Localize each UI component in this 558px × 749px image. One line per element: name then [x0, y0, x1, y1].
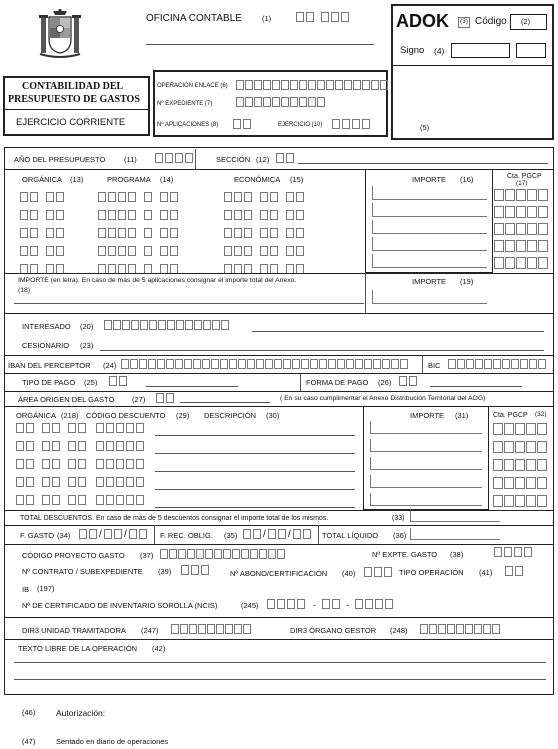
importe31-field[interactable] [370, 421, 482, 434]
descripcion-label: DESCRIPCIÓN [204, 411, 257, 420]
cta-pgcp-cells[interactable] [494, 240, 548, 252]
tipo-op-label: TIPO OPERACIÓN [399, 568, 464, 577]
adok-divider [393, 65, 553, 66]
cod-descuento-num: (29) [176, 411, 190, 420]
iban-bic-divider [422, 355, 423, 373]
descripcion-line [155, 471, 355, 472]
seccion-cells[interactable] [276, 153, 294, 163]
importe19-field[interactable] [372, 290, 487, 304]
dir3-organo-num: (248) [390, 626, 408, 635]
total-liquido-label: TOTAL LÍQUIDO [322, 531, 379, 540]
tipo-pago-num: (25) [84, 378, 98, 387]
anio-seccion-divider [195, 149, 196, 169]
forma-pago-num: (26) [378, 378, 392, 387]
n-expte-cells[interactable] [494, 547, 532, 557]
op-enlace-cells[interactable] [236, 80, 388, 90]
economica-label: ECONÓMICA [234, 175, 281, 184]
dir3-organo-label: DIR3 ÓRGANO GESTOR [290, 626, 377, 635]
importe-field[interactable] [372, 220, 487, 234]
f-rec-slash: / [263, 529, 266, 540]
iban-cells[interactable] [121, 359, 408, 369]
area-origen-num: (27) [132, 395, 146, 404]
cta-pgcp2-num: (32) [535, 411, 547, 418]
ejercicio-cells[interactable] [332, 119, 370, 129]
seccion-num: (12) [256, 155, 270, 164]
cta-pgcp-num: (17) [516, 180, 528, 187]
f-rec-label: F. REC. OBLIG. [160, 531, 213, 540]
organica2-cells-row[interactable] [16, 423, 86, 433]
descripcion-num: (30) [266, 411, 280, 420]
programa-num: (14) [160, 175, 174, 184]
organica2-label: ORGÁNICA [16, 411, 57, 420]
organica2-cells-row[interactable] [16, 459, 86, 469]
forma-pago-cells[interactable] [399, 376, 417, 386]
row-divider-4 [5, 355, 553, 356]
n-expte-num: (38) [450, 550, 464, 559]
organica2-cells-row[interactable] [16, 441, 86, 451]
pago-divider [300, 373, 301, 391]
cta-pgcp2-cells[interactable] [493, 441, 547, 453]
cta-pgcp2-cells[interactable] [493, 459, 547, 471]
programa-label: PROGRAMA [107, 175, 151, 184]
signo-label: Signo [400, 45, 425, 56]
ejercicio-label: EJERCICIO (10) [278, 122, 323, 128]
f-rec-slash: / [288, 529, 291, 540]
cta-pgcp-cells[interactable] [494, 257, 548, 269]
n-expediente-cells[interactable] [236, 97, 325, 107]
anio-cells[interactable] [155, 153, 193, 163]
cta-pgcp-label: Cta. PGCP [507, 173, 542, 180]
oficina-line [146, 44, 374, 45]
n-cert-cells-3[interactable] [355, 599, 393, 609]
forma-pago-label: FORMA DE PAGO [306, 378, 369, 387]
organica-cells-row[interactable] [20, 210, 64, 220]
interesado-label: INTERESADO [22, 322, 71, 331]
texto-libre-line [14, 662, 546, 663]
dir3-unidad-cells[interactable] [171, 624, 251, 634]
tipo-pago-label: TIPO DE PAGO [22, 378, 76, 387]
importe31-field[interactable] [370, 475, 482, 488]
organica2-cells-row[interactable] [16, 495, 86, 505]
anio-label: AÑO DEL PRESUPUESTO [14, 155, 106, 164]
cesionario-line [100, 350, 544, 351]
tipo-op-cells[interactable] [505, 566, 523, 576]
organica2-cells-row[interactable] [16, 477, 86, 487]
f-gasto-month-cells[interactable] [104, 529, 122, 539]
importe-field[interactable] [372, 237, 487, 251]
organica-label: ORGÁNICA [22, 175, 63, 184]
cod-proyecto-cells[interactable] [160, 549, 285, 559]
area-origen-label: ÁREA ORIGEN DEL GASTO [18, 395, 115, 404]
tipo-pago-cells[interactable] [109, 376, 127, 386]
importe31-num: (31) [455, 411, 469, 420]
importe-letra-label: IMPORTE (en letra). En caso de más de 5 aplicaciones consignar el importe total del Anexo. [18, 277, 297, 284]
iban-label: IBAN DEL PERCEPTOR [8, 361, 91, 370]
organica-cells-row[interactable] [20, 246, 64, 256]
footer-46-num: (46) [22, 708, 36, 717]
n-cert-dash: - [313, 600, 316, 610]
row-divider-2 [5, 273, 553, 274]
organica2-num: (218) [61, 411, 79, 420]
importe-field[interactable] [372, 203, 487, 217]
interesado-cells[interactable] [104, 320, 229, 330]
cta-pgcp2-cells[interactable] [493, 477, 547, 489]
total-desc-label: TOTAL DESCUENTOS. En caso de más de 5 descuentos consignar el importe total de los mismos. [20, 515, 329, 522]
oficina-contable-cells[interactable] [296, 12, 349, 22]
economica-num: (15) [290, 175, 304, 184]
importe31-field[interactable] [370, 457, 482, 470]
adok-num: (3) [458, 17, 470, 28]
texto-libre-label: TEXTO LIBRE DE LA OPERACIÓN [18, 644, 138, 653]
adok-label: ADOK [396, 11, 449, 31]
title-line-1: CONTABILIDAD DEL [22, 81, 124, 92]
tipo-op-num: (41) [479, 568, 493, 577]
organica-cells-row[interactable] [20, 192, 64, 202]
cta-pgcp2-cells[interactable] [493, 495, 547, 507]
economica-cells-row[interactable] [224, 246, 304, 256]
cesionario-num: (23) [80, 341, 94, 350]
n-cert-num: (245) [241, 601, 259, 610]
n-aplicaciones-label: Nº APLICACIONES (8) [157, 122, 219, 128]
n-cert-cells-2[interactable] [322, 599, 340, 609]
programa-cells-row[interactable] [98, 246, 178, 256]
n-contrato-label: Nº CONTRATO / SUBEXPEDIENTE [22, 567, 143, 576]
importe31-field[interactable] [370, 439, 482, 452]
total-liquido-num: (36) [393, 531, 407, 540]
cod-descuento-cells-row[interactable] [96, 477, 144, 487]
signo-field-2[interactable] [516, 43, 546, 58]
title-line-2: PRESUPUESTO DE GASTOS [8, 94, 140, 105]
area-origen-line [180, 402, 270, 403]
f-gasto-num: (34) [57, 531, 71, 540]
cta-pgcp2-cells[interactable] [493, 423, 547, 435]
f-rec-day-cells[interactable] [243, 529, 261, 539]
f-rec-num: (35) [224, 531, 238, 540]
cod-descuento-cells-row[interactable] [96, 441, 144, 451]
bic-cells[interactable] [448, 359, 546, 369]
programa-cells-row[interactable] [98, 192, 178, 202]
f-gasto-day-cells[interactable] [79, 529, 97, 539]
signo-num: (4) [434, 46, 445, 56]
importe31-field[interactable] [370, 493, 482, 506]
row-divider-3 [5, 313, 553, 314]
anio-num: (11) [124, 155, 137, 164]
row-divider-6 [5, 391, 553, 392]
sentado-label: Sentado en diario de operaciones [56, 737, 169, 746]
f-gasto-slash: / [99, 529, 102, 540]
cod-descuento-cells-row[interactable] [96, 495, 144, 505]
importe-num: (16) [460, 175, 474, 184]
n-expediente-label: Nº EXPEDIENTE (7) [157, 101, 213, 107]
ejercicio-corriente: EJERCICIO CORRIENTE [16, 117, 126, 128]
n-abono-num: (40) [342, 569, 356, 578]
row-divider-12 [5, 639, 553, 640]
n-cert-cells-1[interactable] [267, 599, 305, 609]
title-divider [4, 109, 148, 110]
n-contrato-cells[interactable] [181, 565, 209, 575]
seccion-label: SECCIÓN [216, 155, 251, 164]
forma-pago-line [430, 386, 522, 387]
total-desc-field[interactable] [410, 510, 500, 522]
seccion-line [298, 163, 548, 164]
importe-field[interactable] [372, 186, 487, 200]
cod-descuento-cells-row[interactable] [96, 423, 144, 433]
importe-letra-line [14, 303, 364, 304]
importe-label: IMPORTE [412, 175, 447, 184]
ib-label: IB [22, 585, 30, 594]
importe19-label: IMPORTE [412, 277, 447, 286]
signo-field-1[interactable] [451, 43, 510, 58]
descripcion-line [155, 435, 355, 436]
dir3-unidad-num: (247) [141, 626, 159, 635]
n-aplicaciones-cells[interactable] [233, 119, 251, 129]
op-enlace-label: OPERACIÓN ENLACE (6) [157, 83, 228, 89]
texto-libre-num: (42) [152, 644, 166, 653]
importe19-divider [365, 273, 366, 313]
organica-num: (13) [70, 175, 84, 184]
bic-label: BIC [428, 361, 441, 370]
cta-pgcp2-label: Cta. PGCP [493, 412, 528, 419]
organica-cells-row[interactable] [20, 228, 64, 238]
f-gasto-label: F. GASTO [20, 531, 55, 540]
economica-cells-row[interactable] [224, 210, 304, 220]
tipo-pago-line [146, 386, 238, 387]
programa-cells-row[interactable] [98, 228, 178, 238]
programa-cells-row[interactable] [98, 210, 178, 220]
codigo-num: (2) [521, 17, 531, 26]
cta-pgcp-cells[interactable] [494, 189, 548, 201]
cta-pgcp-cells[interactable] [494, 223, 548, 235]
frec-divider [318, 525, 319, 544]
n-abono-label: Nº ABONO/CERTIFICACIÓN [230, 569, 328, 578]
n-expte-label: Nº EXPTE. GASTO [372, 550, 438, 559]
importe31-label: IMPORTE [410, 411, 445, 420]
interesado-line [252, 331, 544, 332]
iban-num: (24) [103, 361, 117, 370]
row-divider-11 [5, 617, 553, 618]
importe19-num: (19) [460, 277, 474, 286]
coat-of-arms-logo [36, 8, 84, 62]
fgasto-divider [154, 525, 155, 544]
f-rec-month-cells[interactable] [268, 529, 286, 539]
cod-descuento-cells-row[interactable] [96, 459, 144, 469]
n-contrato-num: (39) [158, 567, 172, 576]
cod-descuento-label: CÓDIGO DESCUENTO [86, 411, 166, 420]
descripcion-line [155, 489, 355, 490]
cod-proyecto-num: (37) [140, 551, 154, 560]
row-divider-10 [5, 544, 553, 545]
area-note: ( En su caso cumplimentar el Anexo Distribución Territorial del AOG) [280, 395, 486, 402]
n-cert-dash: - [346, 600, 349, 610]
cesionario-label: CESIONARIO [22, 341, 70, 350]
f-gasto-slash: / [124, 529, 127, 540]
area-origen-cells[interactable] [156, 393, 174, 403]
n-cert-label: Nº DE CERTIFICADO DE INVENTARIO SOROLLA (NCIS) [22, 601, 218, 610]
n-abono-cells[interactable] [364, 567, 392, 577]
descripcion-line [155, 507, 355, 508]
importe-letra-num: (18) [18, 287, 31, 294]
total-desc-num: (33) [392, 515, 405, 522]
ib-num: (197) [37, 584, 55, 593]
autorizacion-label: Autorización: [56, 708, 106, 718]
dir3-organo-cells[interactable] [420, 624, 500, 634]
row-divider-5 [5, 373, 553, 374]
row-divider-9 [5, 525, 553, 526]
dir3-unidad-label: DIR3 UNIDAD TRAMITADORA [22, 626, 126, 635]
oficina-contable-label: OFICINA CONTABLE [146, 13, 242, 24]
importe-field[interactable] [372, 254, 487, 268]
footer-47-num: (47) [22, 737, 36, 746]
cod-proyecto-label: CÓDIGO PROYECTO GASTO [22, 551, 125, 560]
economica-cells-row[interactable] [224, 228, 304, 238]
codigo-label: Código [475, 16, 507, 27]
descripcion-line [155, 453, 355, 454]
economica-cells-row[interactable] [224, 192, 304, 202]
f-rec-year-cells[interactable] [293, 529, 311, 539]
f-gasto-year-cells[interactable] [129, 529, 147, 539]
cta-pgcp-cells[interactable] [494, 206, 548, 218]
interesado-num: (20) [80, 322, 94, 331]
total-liquido-field[interactable] [410, 528, 500, 540]
oficina-contable-num: (1) [262, 14, 272, 23]
num-5: (5) [420, 123, 430, 132]
texto-libre-line [14, 679, 546, 680]
